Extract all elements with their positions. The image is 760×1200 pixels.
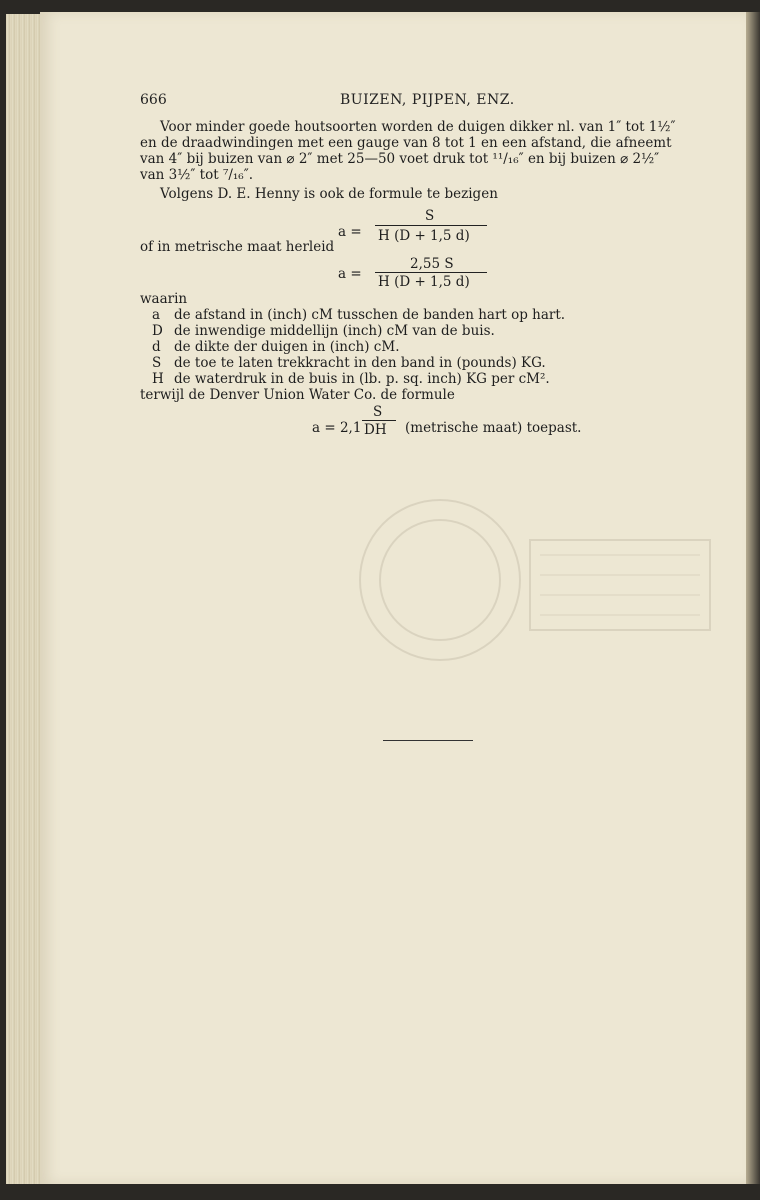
body-line-6: of in metrische maat herleid	[140, 239, 335, 255]
formula3-fraction-bar	[362, 420, 396, 421]
body-line-1: Voor minder goede houtsoorten worden de duigen dikker nl. van 1″ tot 1½″	[160, 119, 676, 135]
page-number: 666	[140, 92, 167, 108]
section-separator-rule	[383, 740, 473, 741]
definition-H	[152, 372, 550, 387]
running-title: BUIZEN, PIJPEN, ENZ.	[340, 92, 515, 108]
definition-text: de afstand in (inch) cM tusschen de banden hart op hart.	[174, 307, 566, 323]
formula2-lhs: a =	[338, 266, 362, 282]
definition-key: a	[152, 307, 161, 323]
definition-key: d	[152, 339, 161, 355]
formula3-lhs: a = 2,1	[312, 420, 362, 436]
body-line-8: terwijl de Denver Union Water Co. de formule	[140, 387, 455, 403]
definition-d	[152, 340, 400, 355]
body-line-4: van 3½″ tot ⁷/₁₆″.	[140, 167, 254, 183]
definition-a	[152, 308, 565, 323]
formula2-numerator: 2,55 S	[410, 256, 454, 272]
formula1-denominator: H (D + 1,5 d)	[378, 228, 470, 244]
formula3-suffix: (metrische maat) toepast.	[405, 420, 582, 436]
formula3-numerator: S	[373, 404, 383, 420]
definition-text: de waterdruk in de buis in (lb. p. sq. inch) KG per cM².	[174, 371, 550, 387]
body-line-7: waarin	[140, 291, 188, 307]
bleed-through-illustration	[350, 440, 740, 770]
body-line-5: Volgens D. E. Henny is ook de formule te bezigen	[160, 186, 498, 202]
formula1-numerator: S	[425, 208, 435, 224]
formula2-fraction-bar	[375, 272, 487, 273]
definition-text: de inwendige middellijn (inch) cM van de buis.	[174, 323, 495, 339]
definition-key: D	[152, 323, 163, 339]
formula2-denominator: H (D + 1,5 d)	[378, 274, 470, 290]
definition-D	[152, 324, 495, 339]
definition-key: S	[152, 355, 162, 371]
body-line-3: van 4″ bij buizen van ⌀ 2″ met 25—50 voet druk tot ¹¹/₁₆″ en bij buizen ⌀ 2½″	[140, 151, 660, 167]
formula3-denominator: DH	[364, 422, 387, 438]
page-gutter-shadow	[746, 12, 760, 1184]
definition-text: de toe te laten trekkracht in den band in (pounds) KG.	[174, 355, 546, 371]
body-line-2: en de draadwindingen met een gauge van 8 tot 1 en een afstand, die afneemt	[140, 135, 672, 151]
formula1-lhs: a =	[338, 224, 362, 240]
definition-S	[152, 356, 546, 371]
formula1-fraction-bar	[375, 225, 487, 226]
definition-text: de dikte der duigen in (inch) cM.	[174, 339, 400, 355]
definition-key: H	[152, 371, 164, 387]
